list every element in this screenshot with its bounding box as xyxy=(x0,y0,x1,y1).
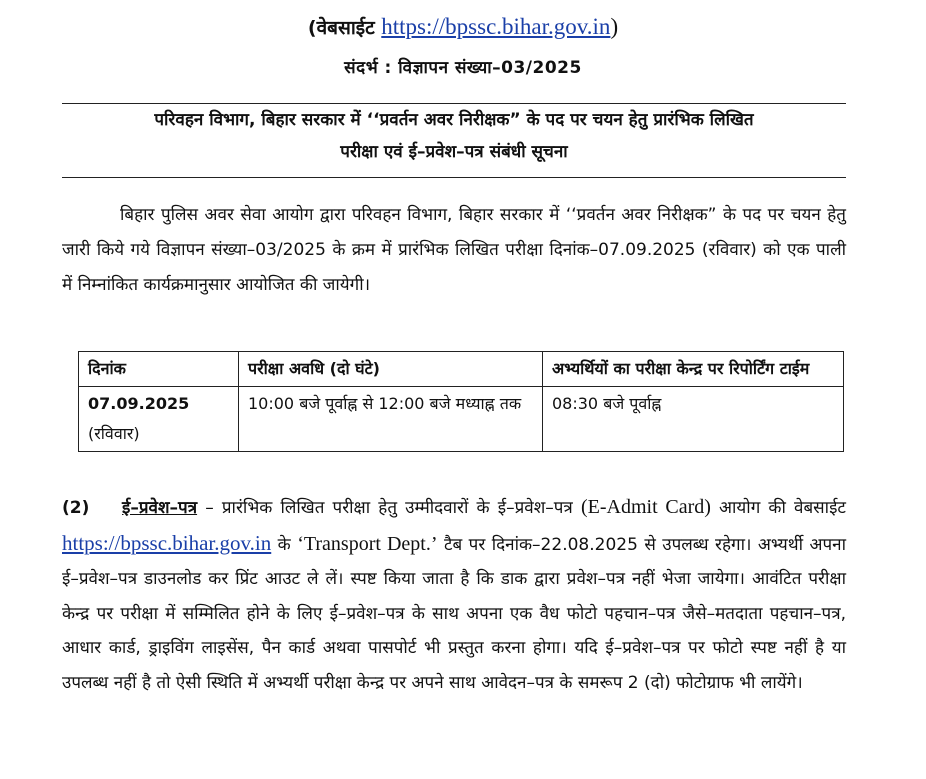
cell-date xyxy=(79,387,239,452)
exam-day: (रविवार) xyxy=(88,424,140,443)
cell-duration: 10:00 बजे पूर्वाह्न से 12:00 बजे मध्याह्न तक xyxy=(239,387,543,452)
admit-card-text-c: के xyxy=(271,534,298,555)
intro-text: बिहार पुलिस अवर सेवा आयोग द्वारा परिवहन विभाग, बिहार सरकार में ‘‘प्रवर्तन अवर निरीक्षक” के पद पर चयन हेतु जारी किये गये विज्ञापन संख्या–03/2025 के क्रम में प्रारंभिक लिखित परीक्षा दिनांक–07.09.2025 (रविवार) को एक पाली में निम्नांकित कार्यक्रमानुसार आयोजित की जायेगी। xyxy=(62,205,846,295)
table-row xyxy=(79,387,844,452)
header-reporting-time: अभ्यर्थियों का परीक्षा केन्द्र पर रिपोर्टिंग टाईम xyxy=(543,352,844,387)
notice-title-line1: परिवहन विभाग, बिहार सरकार में ‘‘प्रवर्तन अवर निरीक्षक” के पद पर चयन हेतु प्रारंभिक लिखित xyxy=(154,110,754,130)
admit-card-paragraph xyxy=(62,490,846,700)
header-date: दिनांक xyxy=(79,352,239,387)
admit-card-text-a: – प्रारंभिक लिखित परीक्षा हेतु उम्मीदवारों के ई–प्रवेश–पत्र xyxy=(197,498,581,518)
admit-card-text-d: टैब पर दिनांक–22.08.2025 से उपलब्ध रहेगा। अभ्यर्थी अपना ई–प्रवेश–पत्र डाउनलोड कर प्रिंट आउट ले लें। स्पष्ट किया जाता है कि डाक द्वारा प्रवेश–पत्र नहीं भेजा जायेगा। आवंटित परीक्षा केन्द्र पर परीक्षा में सम्मिलित होने के लिए ई–प्रवेश–पत्र के साथ अपना एक वैध फोटो पहचान–पत्र जैसे–मतदाता पहचान–पत्र, आधार कार्ड, ड्राइविंग लाइसेंस, पैन कार्ड अथवा पासपोर्ट भी प्रस्तुत करना होगा। यदि ई–प्रवेश–पत्र पर फोटो स्पष्ट नहीं है या उपलब्ध नहीं है तो ऐसी स्थिति में अभ्यर्थी परीक्षा केन्द्र पर अपने साथ आवेदन–पत्र के समरूप 2 (दो) फोटोग्राफ भी लायेंगे। xyxy=(62,534,846,693)
intro-paragraph xyxy=(62,198,846,303)
admit-card-text-b: आयोग की वेबसाईट xyxy=(710,498,846,518)
admit-card-label: ई–प्रवेश–पत्र xyxy=(122,498,198,518)
transport-tab-name: ‘Transport Dept.’ xyxy=(297,532,438,555)
notice-title xyxy=(62,104,846,168)
website-suffix: ) xyxy=(610,14,619,39)
bottom-rule xyxy=(62,177,846,178)
exam-date: 07.09.2025 xyxy=(88,394,190,413)
advertisement-reference: संदर्भ : विज्ञापन संख्या–03/2025 xyxy=(344,58,582,78)
cell-reporting-time: 08:30 बजे पूर्वाह्न xyxy=(543,387,844,452)
website-line xyxy=(0,14,926,40)
website-prefix: (वेबसाईट xyxy=(307,17,382,39)
exam-schedule-table xyxy=(78,351,844,452)
admit-card-english: (E-Admit Card) xyxy=(580,496,711,518)
table-header-row xyxy=(79,352,844,387)
notice-title-line2: परीक्षा एवं ई–प्रवेश–पत्र संबंधी सूचना xyxy=(340,142,568,162)
admit-card-website-link[interactable]: https://bpssc.bihar.gov.in xyxy=(62,530,272,555)
section-number: (2) xyxy=(62,498,90,518)
website-link[interactable]: https://bpssc.bihar.gov.in xyxy=(381,14,611,39)
header-duration: परीक्षा अवधि (दो घंटे) xyxy=(239,352,543,387)
